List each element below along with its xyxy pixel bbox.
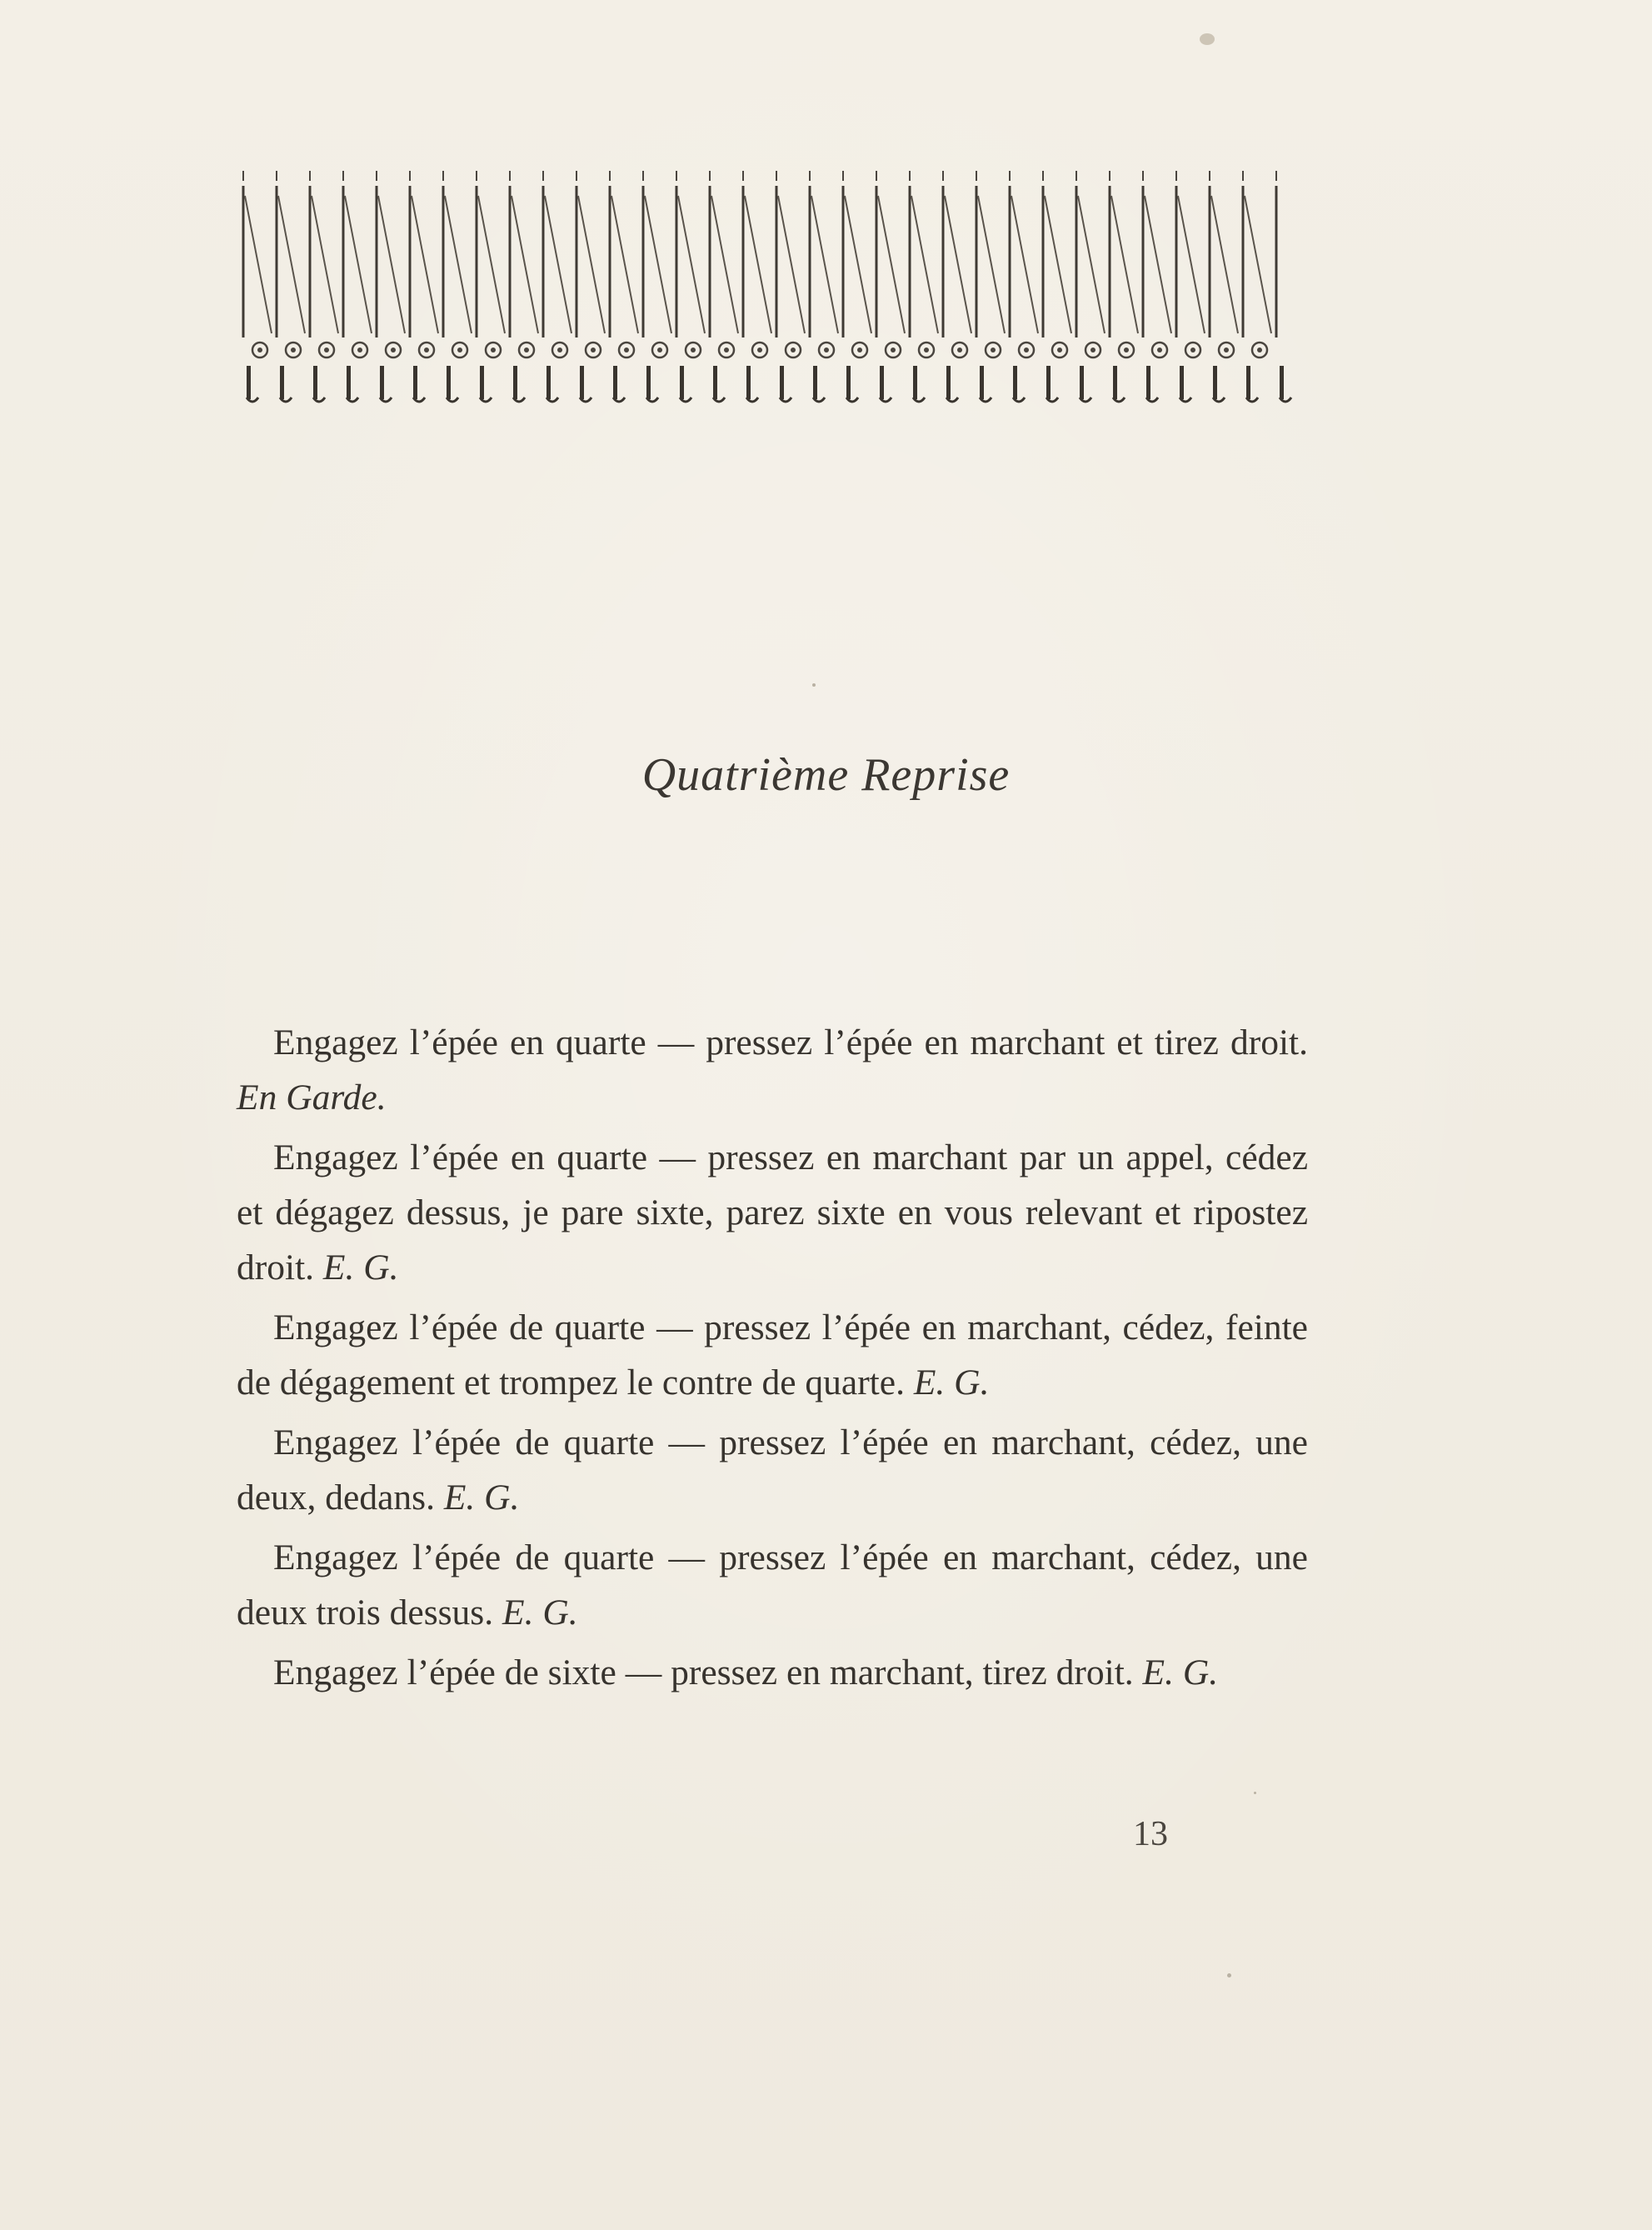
paragraph-2-italic: E. G. xyxy=(322,1248,399,1288)
section-heading: Quatrième Reprise xyxy=(641,749,1011,801)
paragraph-2-text: Engagez l’épée en quarte — pressez en marchant par un appel, cédez et dégagez dessus, je pare sixte, parez sixte en vous relevant et ripostez droit. xyxy=(237,1138,1308,1288)
sword-motif xyxy=(476,171,505,402)
paragraph-5-italic: E. G. xyxy=(502,1592,578,1632)
sword-motif xyxy=(342,171,372,402)
paragraph-2 xyxy=(237,1130,1308,1295)
sword-motif xyxy=(876,171,905,402)
sword-motif xyxy=(842,171,871,402)
sword-motif xyxy=(1275,171,1291,402)
paragraph-1-text: Engagez l’épée en quarte — pressez l’épée en marchant et tirez droit. xyxy=(273,1022,1308,1062)
sword-motif xyxy=(409,171,438,402)
sword-motif xyxy=(276,171,305,402)
sword-motif xyxy=(442,171,472,402)
sword-motif xyxy=(642,171,671,402)
paragraph-3 xyxy=(237,1300,1308,1410)
paragraph-5 xyxy=(237,1530,1308,1640)
paragraph-3-text: Engagez l’épée de quarte — pressez l’épée en marchant, cédez, feinte de dégagement et trompez le contre de quarte. xyxy=(237,1308,1308,1402)
sword-motif xyxy=(242,171,272,402)
sword-motif xyxy=(942,171,971,402)
sword-motif xyxy=(1242,171,1271,402)
sword-motif xyxy=(1042,171,1071,402)
sword-motif xyxy=(1209,171,1238,402)
sword-motif xyxy=(1109,171,1138,402)
paragraph-6 xyxy=(237,1645,1308,1700)
sword-motif xyxy=(609,171,638,402)
body-text xyxy=(237,1015,1308,1705)
paragraph-4 xyxy=(237,1415,1308,1525)
sword-motif xyxy=(676,171,705,402)
sword-motif xyxy=(776,171,805,402)
paragraph-6-italic: E. G. xyxy=(1142,1652,1219,1692)
sword-motif xyxy=(1076,171,1105,402)
paper-speck xyxy=(1254,1792,1256,1794)
paragraph-1-italic: En Garde. xyxy=(237,1078,387,1118)
sword-motif xyxy=(709,171,738,402)
ornament-band xyxy=(235,171,1301,421)
sword-motif xyxy=(309,171,338,402)
sword-motif xyxy=(542,171,571,402)
sword-motif xyxy=(509,171,538,402)
sword-motif xyxy=(742,171,771,402)
paragraph-6-text: Engagez l’épée de sixte — pressez en marchant, tirez droit. xyxy=(273,1652,1134,1692)
paragraph-4-text: Engagez l’épée de quarte — pressez l’épée en marchant, cédez, une deux, dedans. xyxy=(237,1422,1308,1518)
page-number: 13 xyxy=(1133,1815,1168,1853)
sword-motif xyxy=(1142,171,1171,402)
sword-motif xyxy=(1175,171,1205,402)
paragraph-4-italic: E. G. xyxy=(443,1478,520,1518)
paper-speck xyxy=(1227,1973,1231,1978)
sword-motif xyxy=(376,171,405,402)
paragraph-1 xyxy=(237,1015,1308,1125)
sword-motif xyxy=(976,171,1005,402)
sword-motif xyxy=(1009,171,1038,402)
sword-motif xyxy=(809,171,838,402)
sword-motif xyxy=(909,171,938,402)
sword-motif xyxy=(576,171,605,402)
paragraph-3-italic: E. G. xyxy=(913,1362,990,1402)
paragraph-5-text: Engagez l’épée de quarte — pressez l’épée en marchant, cédez, une deux trois dessus. xyxy=(237,1538,1308,1632)
paper-speck xyxy=(812,683,816,687)
paper-speck xyxy=(1200,33,1215,45)
